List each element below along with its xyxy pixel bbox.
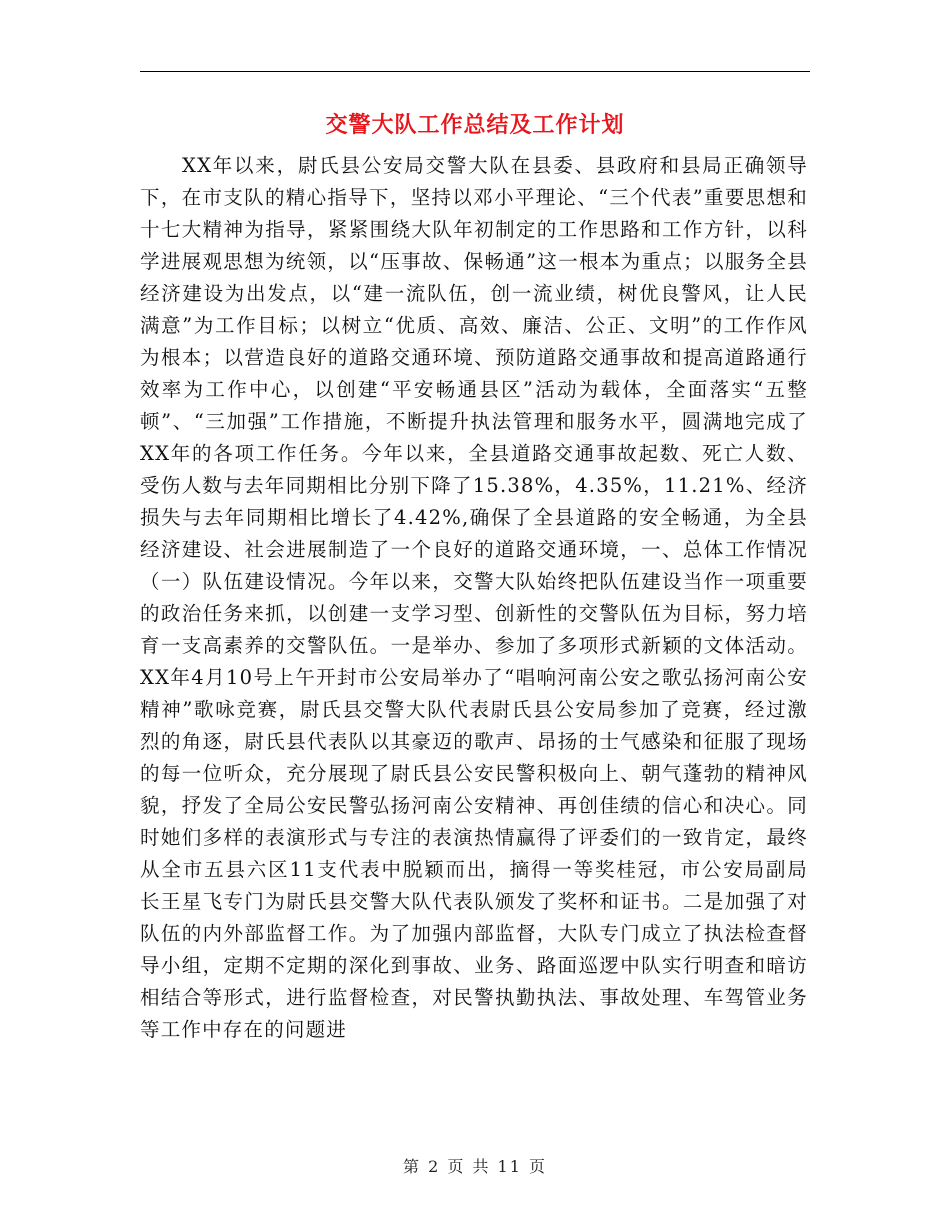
body-paragraph: XX年以来，尉氏县公安局交警大队在县委、县政府和县局正确领导下，在市支队的精心指导下，坚持以邓小平理论、“三个代表”重要思想和十七大精神为指导，紧紧围绕大队年初制定的工作思路和工作方针，以科学进展观思想为统领，以“压事故、保畅通”这一根本为重点；以服务全县经济建设为出发点，以“建一流队伍，创一流业绩，树优良警风，让人民满意”为工作目标；以树立“优质、高效、廉洁、公正、文明”的工作作风为根本；以营造良好的道路交通环境、预防道路交通事故和提高道路通行效率为工作中心，以创建“平安畅通县区”活动为载体，全面落实“五整顿”、“三加强”工作措施，不断提升执法管理和服务水平，圆满地完成了XX年的各项工作任务。今年以来，全县道路交通事故起数、死亡人数、受伤人数与去年同期相比分别下降了15.38%，4.35%，11.21%、经济损失与去年同期相比增长了4.42%,确保了全县道路的安全畅通，为全县经济建设、社会进展制造了一个良好的道路交通环境，一、总体工作情况 （一）队伍建设情况。今年以来，交警大队始终把队伍建设当作一项重要的政治任务来抓，以创建一支学习型、创新性的交警队伍为目标，努力培育一支高素养的交警队伍。一是举办、参加了多项形式新颖的文体活动。XX年4月10号上午开封市公安局举办了“唱响河南公安之歌弘扬河南公安精神”歌咏竞赛，尉氏县交警大队代表尉氏县公安局参加了竞赛，经过激烈的角逐，尉氏县代表队以其豪迈的歌声、昂扬的士气感染和征服了现场的每一位听众，充分展现了尉氏县公安民警积极向上、朝气蓬勃的精神风貌，抒发了全局公安民警弘扬河南公安精神、再创佳绩的信心和决心。同时她们多样的表演形式与专注的表演热情赢得了评委们的一致肯定，最终从全市五县六区11支代表中脱颖而出，摘得一等奖桂冠，市公安局副局长王星飞专门为尉氏县交警大队代表队颁发了奖杯和证书。二是加强了对队伍的内外部监督工作。为了加强内部监督，大队专门成立了执法检查督导小组，定期不定期的深化到事故、业务、路面巡逻中队实行明查和暗访相结合等形式，进行监督检查，对民警执勤执法、事故处理、车驾管业务等工作中存在的问题进 bbox=[140, 154, 808, 1041]
header-rule bbox=[140, 71, 810, 72]
page-number-footer: 第 2 页 共 11 页 bbox=[403, 1157, 547, 1176]
document-title: 交警大队工作总结及工作计划 bbox=[325, 113, 625, 138]
